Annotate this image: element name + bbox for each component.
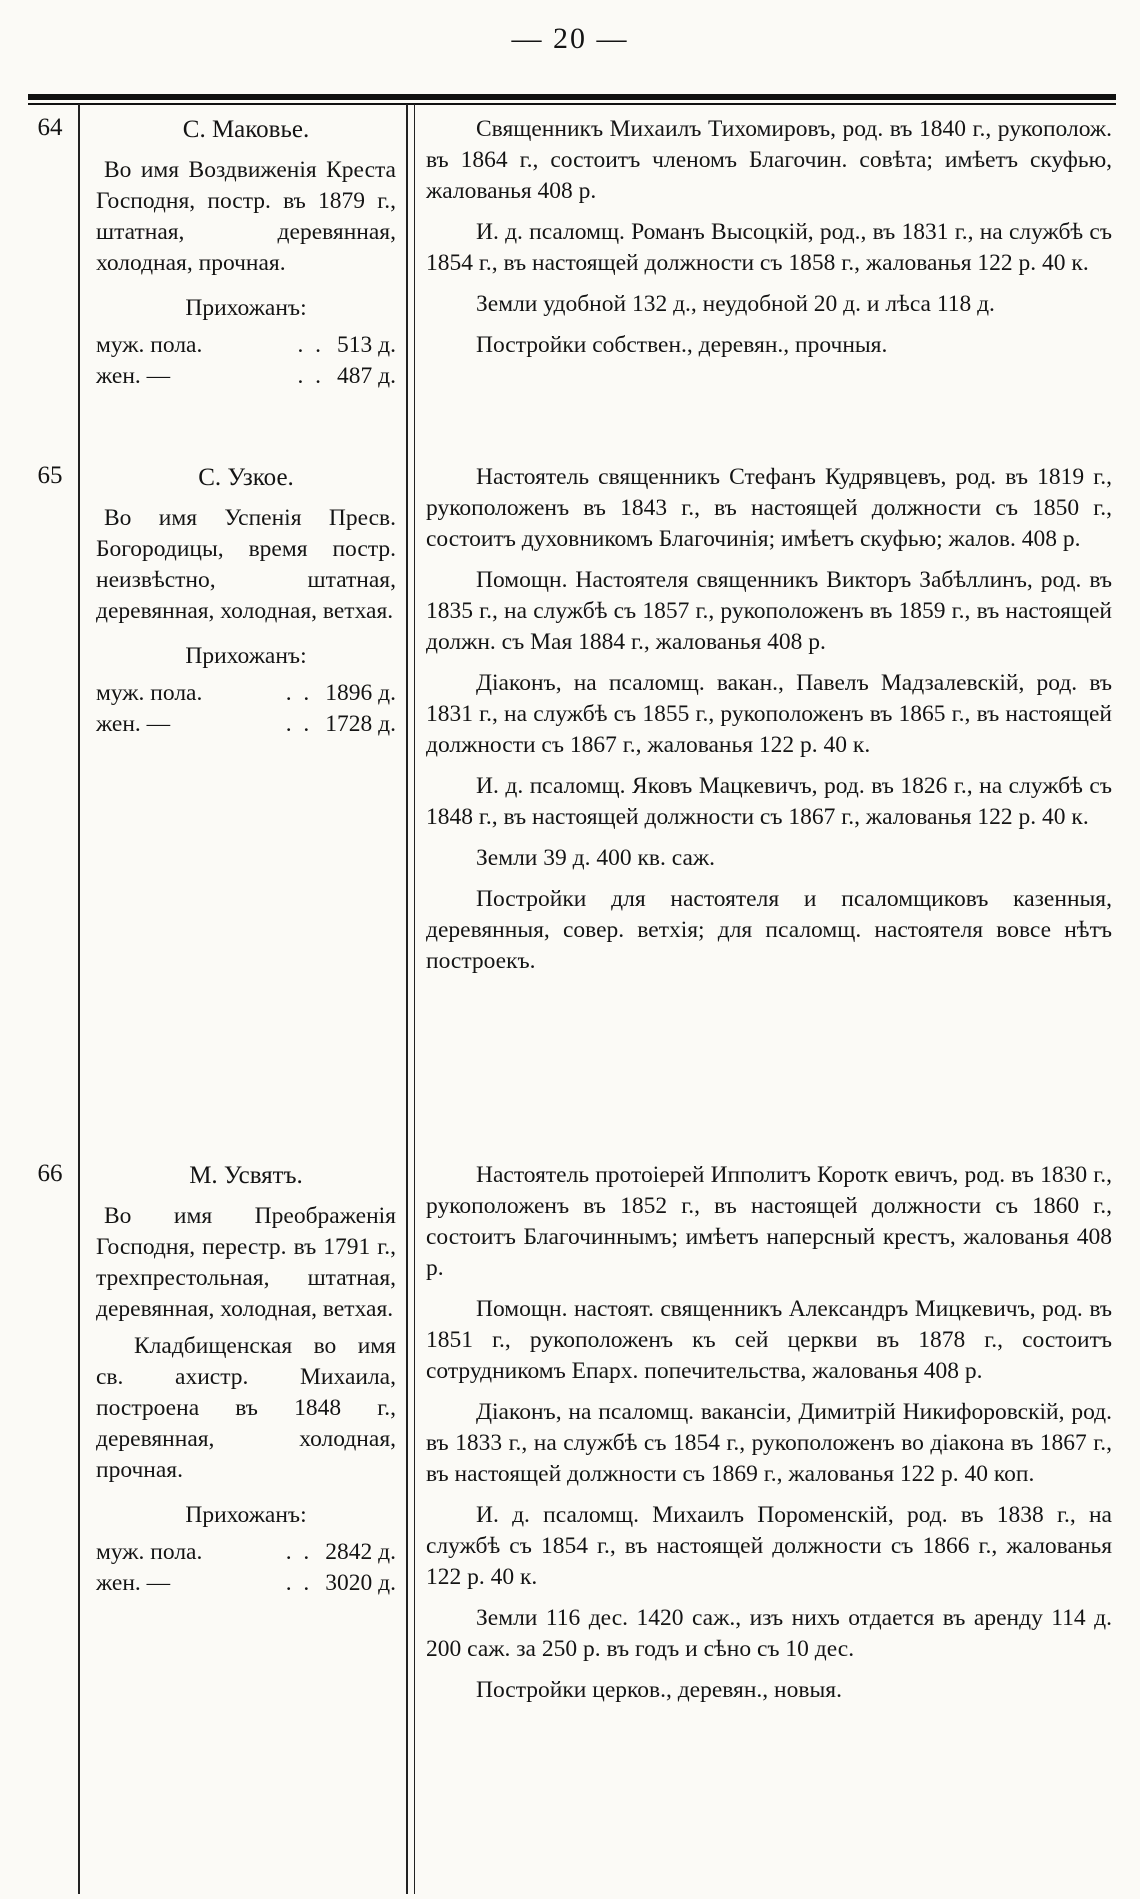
male-parishioners: муж. пола. . . 1896 д. <box>96 678 396 709</box>
church-description: Во имя Успенія Пресв. Богородицы, время постр. неизвѣстно, штатная, деревянная, холодная, ветхая. <box>96 505 396 624</box>
church-info <box>96 1160 396 1599</box>
female-value: 3020 д. <box>325 1570 396 1596</box>
detail-paragraph: И. д. псаломщ. Яковъ Мацкевичъ, род. въ 1826 г., на службѣ съ 1848 г., въ настоящей должности съ 1867 г., жалованья 122 р. 40 к. <box>426 773 1112 830</box>
header-rule-thick <box>28 94 1116 100</box>
female-label: жен. — <box>96 711 171 737</box>
male-value: 513 д. <box>337 332 396 358</box>
female-value: 1728 д. <box>325 711 396 737</box>
church-description: Во имя Преображенія Господня, перестр. въ 1791 г., трехпрестольная, штатная, деревянная, холодная, ветхая. <box>96 1203 396 1322</box>
detail-paragraph: Помощн. настоят. священникъ Александръ Мицкевичъ, род. въ 1851 г., рукоположенъ къ сей церкви въ 1878 г., состоитъ сотрудникомъ Епарх. попечительства, жалованья 408 р. <box>426 1296 1112 1384</box>
detail-paragraph: И. д. псаломщ. Михаилъ Пороменскій, род. въ 1838 г., на службѣ съ 1854 г., въ настоящей должности съ 1866 г., жалованья 122 р. 40 к. <box>426 1502 1112 1590</box>
header-rule-thin <box>28 103 1116 105</box>
clergy-details <box>426 462 1112 987</box>
detail-paragraph: Постройки церков., деревян., новыя. <box>476 1677 842 1703</box>
clergy-details <box>426 1160 1112 1716</box>
column-divider-main-inner <box>414 104 415 1894</box>
parishioners-label: Прихожанъ: <box>185 1502 307 1528</box>
entry-number: 65 <box>37 462 63 489</box>
church-name: С. Маковье. <box>182 116 310 143</box>
church-description: Во имя Воздвиженія Креста Господня, постр. въ 1879 г., штатная, деревянная, холодная, прочная. <box>96 157 396 276</box>
detail-paragraph: И. д. псаломщ. Романъ Высоцкій, род., въ 1831 г., на службѣ съ 1854 г., въ настоящей должности съ 1858 г., жалованья 122 р. 40 к. <box>426 219 1112 276</box>
detail-paragraph: Діаконъ, на псаломщ. вакан., Павелъ Мадзалевскій, род. въ 1831 г., на службѣ съ 1855 г., рукоположенъ въ 1865 г., въ настоящей должности съ 1867 г., жалованья 122 р. 40 к. <box>426 670 1112 758</box>
church-name: С. Узкое. <box>198 464 294 491</box>
male-parishioners: муж. пола. . . 2842 д. <box>96 1537 396 1568</box>
female-label: жен. — <box>96 363 171 389</box>
detail-paragraph: Земли 116 дес. 1420 саж., изъ нихъ отдается въ аренду 114 д. 200 саж. за 250 р. въ годъ и сѣно съ 10 дес. <box>426 1605 1112 1662</box>
column-divider-number <box>78 104 80 1894</box>
male-label: муж. пола. <box>96 1539 203 1565</box>
male-value: 1896 д. <box>325 680 396 706</box>
male-label: муж. пола. <box>96 332 203 358</box>
female-label: жен. — <box>96 1570 171 1596</box>
detail-paragraph: Священникъ Михаилъ Тихомировъ, род. въ 1840 г., рукополож. въ 1864 г., состоитъ членомъ Благочин. совѣта; имѣетъ скуфью, жалованья 408 р. <box>426 116 1112 204</box>
detail-paragraph: Земли удобной 132 д., неудобной 20 д. и лѣса 118 д. <box>476 291 995 317</box>
church-info <box>96 462 396 740</box>
detail-paragraph: Постройки для настоятеля и псаломщиковъ казенныя, деревянныя, совер. ветхія; для псаломщ. настоятеля вовсе нѣтъ построекъ. <box>426 886 1112 974</box>
church-info <box>96 114 396 392</box>
parishioners-label: Прихожанъ: <box>185 295 307 321</box>
detail-paragraph: Постройки собствен., деревян., прочныя. <box>476 332 888 358</box>
page-number: — 20 — <box>511 22 629 55</box>
female-parishioners: жен. — . . 1728 д. <box>96 709 396 740</box>
female-value: 487 д. <box>337 363 396 389</box>
church-name: М. Усвятъ. <box>189 1162 303 1189</box>
entry-number: 64 <box>37 114 63 141</box>
detail-paragraph: Настоятель священникъ Стефанъ Кудрявцевъ, род. въ 1819 г., рукоположенъ въ 1843 г., въ настоящей должности съ 1850 г., состоитъ духовникомъ Благочинія; имѣетъ скуфью; жалов. 408 р. <box>426 464 1112 552</box>
male-value: 2842 д. <box>325 1539 396 1565</box>
detail-paragraph: Помощн. Настоятеля священникъ Викторъ Забѣллинъ, род. въ 1835 г., на службѣ съ 1857 г., рукоположенъ въ 1859 г., въ настоящей должн. съ Мая 1884 г., жалованья 408 р. <box>426 567 1112 655</box>
detail-paragraph: Земли 39 д. 400 кв. саж. <box>476 845 715 871</box>
female-parishioners: жен. — . . 3020 д. <box>96 1568 396 1599</box>
clergy-details <box>426 114 1112 371</box>
male-parishioners: муж. пола. . . 513 д. <box>96 330 396 361</box>
male-label: муж. пола. <box>96 680 203 706</box>
column-divider-main <box>406 104 408 1894</box>
female-parishioners: жен. — . . 487 д. <box>96 361 396 392</box>
cemetery-church-description: Кладбищенская во имя св. ахистр. Михаила, построена въ 1848 г., деревянная, холодная, прочная. <box>96 1333 396 1483</box>
detail-paragraph: Настоятель протоіерей Ипполитъ Коротк евичъ, род. въ 1830 г., рукоположенъ въ 1852 г., въ настоящей должности съ 1860 г., состоитъ Благочиннымъ; имѣетъ наперсный крестъ, жалованья 408 р. <box>426 1162 1112 1281</box>
entry-number: 66 <box>37 1160 63 1187</box>
parishioners-label: Прихожанъ: <box>185 643 307 669</box>
detail-paragraph: Діаконъ, на псаломщ. вакансіи, Димитрій Никифоровскій, род. въ 1833 г., на службѣ съ 1854 г., рукоположенъ во діакона въ 1867 г., въ настоящей должности съ 1869 г., жалованья 122 р. 40 коп. <box>426 1399 1112 1487</box>
